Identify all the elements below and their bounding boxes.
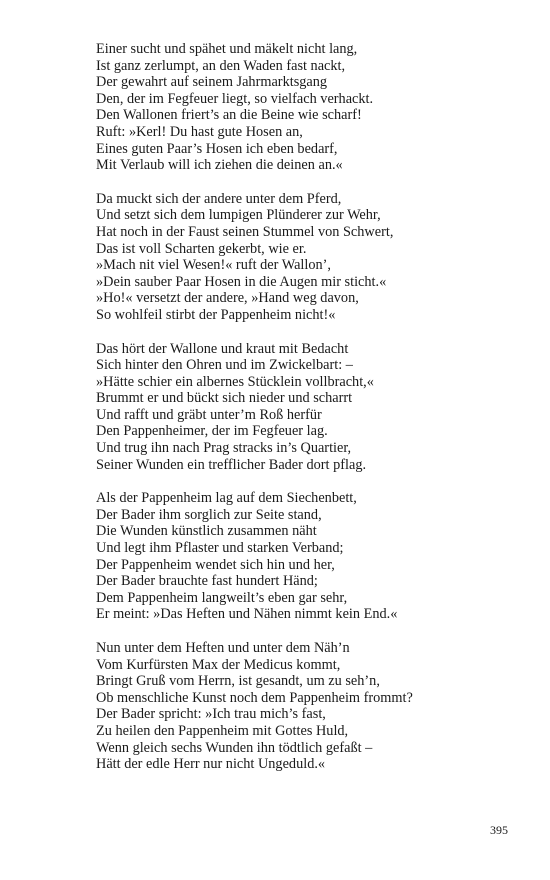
poem-line: Sich hinter den Ohren und im Zwickelbart: –	[96, 357, 353, 374]
poem-line: Und trug ihn nach Prag stracks in’s Quartier,	[96, 440, 352, 457]
poem-line: Der Pappenheim wendet sich hin und her,	[96, 556, 335, 573]
poem-line: Ruft: »Kerl! Du hast gute Hosen an,	[96, 123, 303, 140]
poem-line: »Mach nit viel Wesen!« ruft der Wallon’,	[96, 257, 331, 274]
poem-text	[96, 41, 516, 790]
poem-line: Wenn gleich sechs Wunden ihn tödtlich gefaßt –	[96, 739, 373, 756]
poem-line: Eines guten Paar’s Hosen ich eben bedarf,	[96, 140, 338, 157]
poem-line: Hätt der edle Herr nur nicht Ungeduld.«	[96, 756, 326, 773]
poem-line: Ist ganz zerlumpt, an den Waden fast nackt,	[96, 57, 346, 74]
poem-line: Seiner Wunden ein trefflicher Bader dort pflag.	[96, 456, 367, 473]
poem-line: »Ho!« versetzt der andere, »Hand weg davon,	[96, 290, 359, 307]
poem-line: Den Pappenheimer, der im Fegfeuer lag.	[96, 423, 328, 440]
poem-line: Vom Kurfürsten Max der Medicus kommt,	[96, 656, 341, 673]
poem-line: Den, der im Fegfeuer liegt, so vielfach verhackt.	[96, 90, 374, 107]
poem-line: Die Wunden künstlich zusammen näht	[96, 523, 317, 540]
poem-line: Und setzt sich dem lumpigen Plünderer zur Wehr,	[96, 207, 381, 224]
stanza-1	[96, 41, 516, 174]
poem-line: Den Wallonen friert’s an die Beine wie scharf!	[96, 107, 362, 124]
poem-line: Hat noch in der Faust seinen Stummel von Schwert,	[96, 223, 394, 240]
page-number: 395	[490, 823, 508, 837]
poem-line: Einer sucht und spähet und mäkelt nicht lang,	[96, 41, 358, 57]
poem-line: Er meint: »Das Heften und Nähen nimmt kein End.«	[96, 606, 398, 623]
poem-line: Und legt ihm Pflaster und starken Verband;	[96, 540, 344, 557]
poem-line: »Hätte schier ein albernes Stücklein vollbracht,«	[96, 373, 374, 390]
stanza-3	[96, 341, 516, 474]
poem-line: Als der Pappenheim lag auf dem Siechenbett,	[96, 490, 357, 507]
poem-line: Brummt er und bückt sich nieder und scharrt	[96, 390, 353, 407]
poem-line: Da muckt sich der andere unter dem Pferd,	[96, 190, 342, 207]
poem-line: Ob menschliche Kunst noch dem Pappenheim frommt?	[96, 689, 413, 706]
poem-line: Der Bader spricht: »Ich trau mich’s fast,	[96, 706, 326, 723]
poem-line: Der Bader ihm sorglich zur Seite stand,	[96, 506, 322, 523]
stanza-5	[96, 640, 516, 773]
poem-line: Mit Verlaub will ich ziehen die deinen an.«	[96, 157, 343, 174]
poem-line: Der Bader brauchte fast hundert Händ;	[96, 573, 318, 590]
stanza-2	[96, 191, 516, 324]
poem-line: Dem Pappenheim langweilt’s eben gar sehr,	[96, 589, 348, 606]
poem-line: Der gewahrt auf seinem Jahrmarktsgang	[96, 74, 328, 91]
poem-line: »Dein sauber Paar Hosen in die Augen mir sticht.«	[96, 273, 387, 290]
poem-line: Das ist voll Scharten gekerbt, wie er.	[96, 240, 307, 257]
poem-line: So wohlfeil stirbt der Pappenheim nicht!«	[96, 306, 336, 323]
poem-line: Und rafft und gräbt unter’m Roß herfür	[96, 406, 322, 423]
poem-line: Zu heilen den Pappenheim mit Gottes Huld,	[96, 722, 349, 739]
poem-line: Nun unter dem Heften und unter dem Näh’n	[96, 640, 350, 656]
stanza-4	[96, 490, 516, 623]
poem-line: Bringt Gruß vom Herrn, ist gesandt, um zu seh’n,	[96, 673, 380, 690]
poem-line: Das hört der Wallone und kraut mit Bedacht	[96, 340, 349, 357]
